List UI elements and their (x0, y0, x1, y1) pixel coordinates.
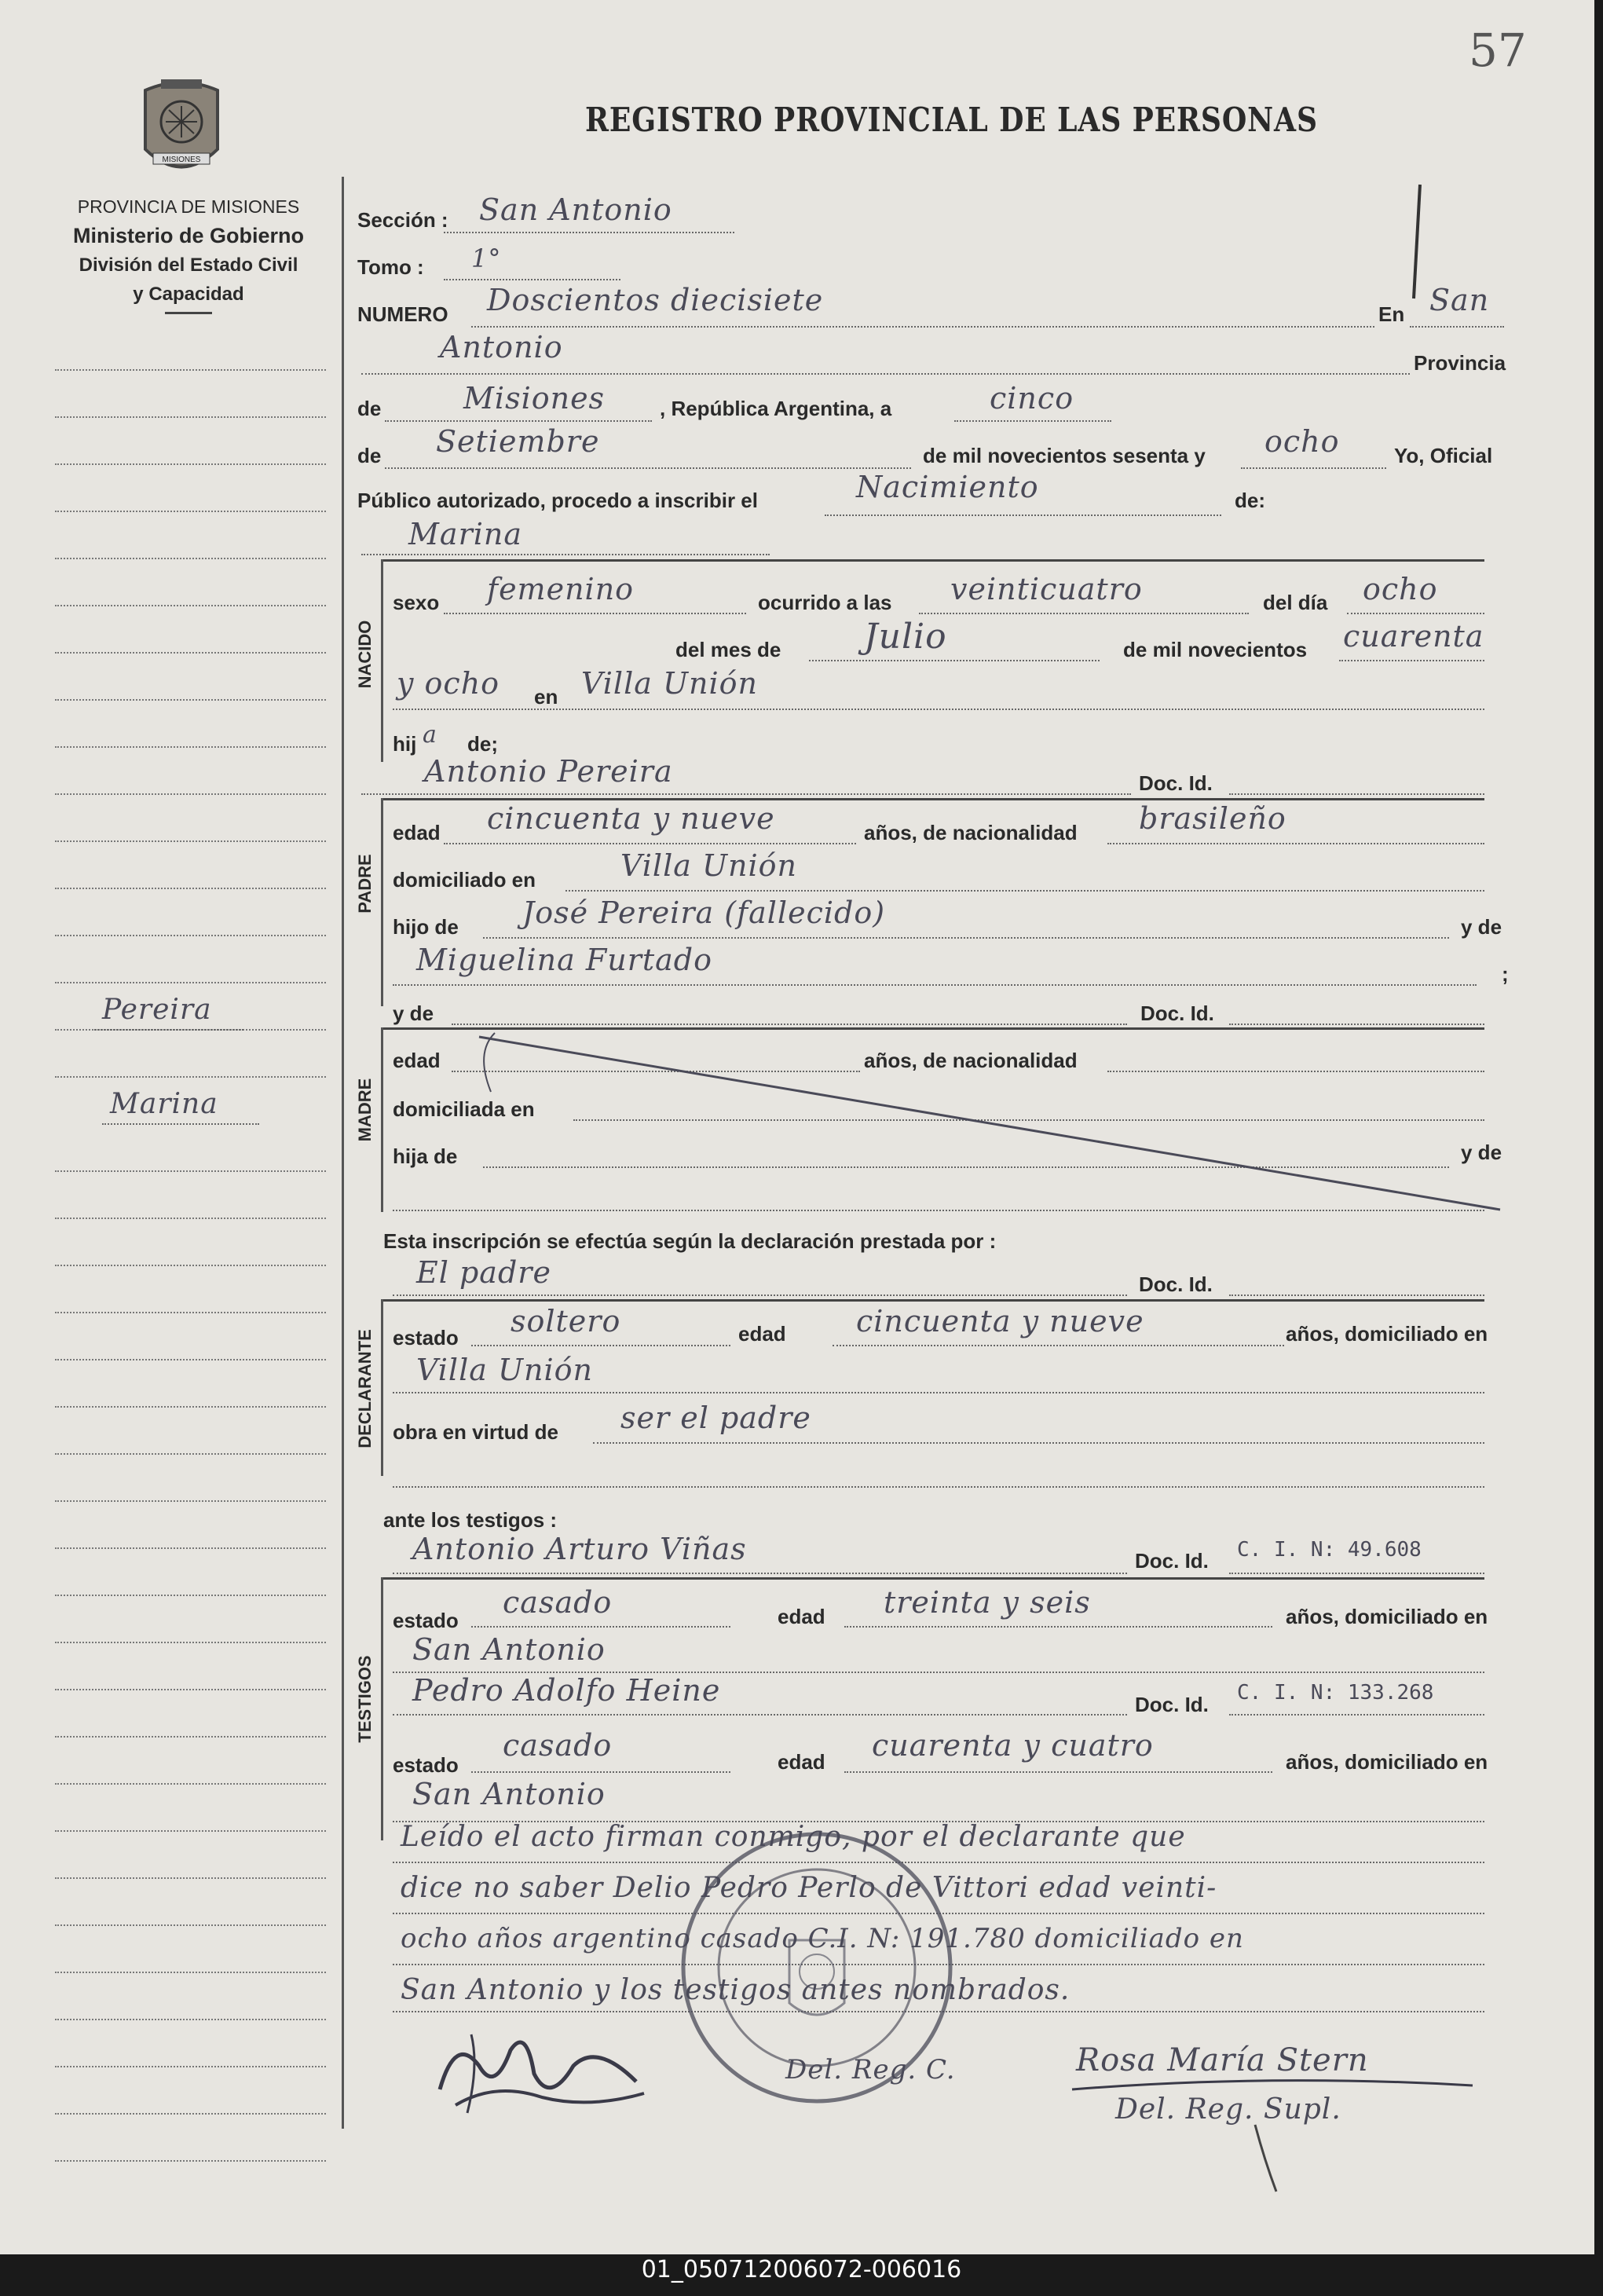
margin-line (55, 2113, 326, 2115)
declarante-blank-line (393, 1486, 1484, 1488)
publico-label: Público autorizado, procedo a inscribir el (357, 489, 758, 512)
margin-line (55, 2160, 326, 2162)
seccion-label: Sección : (357, 208, 448, 232)
margin-line (55, 463, 326, 465)
declarante-edad-line (833, 1345, 1284, 1346)
testigo2-nombre-line (393, 1714, 1127, 1716)
nacido-top-rule (381, 559, 1484, 562)
numero-label: NUMERO (357, 302, 448, 326)
seccion-value: San Antonio (479, 192, 672, 227)
provincia-line (385, 420, 652, 422)
testigo1-nombre: Antonio Arturo Viñas (412, 1532, 747, 1566)
declarante-dom-value: Villa Unión (416, 1353, 593, 1387)
margin-line (55, 605, 326, 606)
page-number: 57 (1469, 24, 1527, 77)
signature-official-title: Del. Reg. Supl. (1115, 2093, 1341, 2126)
ocurrido-label: ocurrido a las (758, 591, 892, 614)
provincia-label: Provincia (1414, 351, 1506, 375)
margin-line (55, 1218, 326, 1219)
dia-value: cinco (990, 381, 1074, 416)
padre-semicolon: ; (1502, 962, 1509, 986)
declarante-top-rule (381, 1299, 1484, 1302)
numero-line (471, 326, 1374, 328)
tomo-value: 1° (471, 244, 502, 273)
testigos-top-rule (381, 1577, 1484, 1580)
margin-line (55, 935, 326, 936)
de2-label: de (357, 444, 382, 467)
en-value: San (1429, 283, 1490, 317)
margin-line (55, 840, 326, 842)
signature-registrar-other: Del. Reg. C. (785, 2054, 956, 2085)
margin-line (55, 1170, 326, 1172)
margin-name-line (102, 1123, 259, 1125)
testigo1-edad-line (844, 1626, 1272, 1628)
mes-value: Julio (864, 617, 947, 657)
testigo1-docid-label: Doc. Id. (1135, 1549, 1209, 1573)
margin-line (55, 699, 326, 701)
madre-dom-label: domiciliada en (393, 1097, 535, 1121)
numero-value: Doscientos diecisiete (487, 283, 824, 317)
lugar-line (393, 709, 1484, 710)
tomo-line (444, 279, 620, 280)
padre-dom-label: domiciliado en (393, 868, 536, 892)
delmes-label: del mes de (675, 638, 781, 661)
margin-line (55, 1689, 326, 1690)
declarante-docid-line (1229, 1294, 1484, 1296)
declarante-estado-line (471, 1345, 730, 1346)
yo-label: Yo, Oficial (1394, 444, 1493, 467)
margin-line (55, 793, 326, 795)
madre-nac-label: años, de nacionalidad (864, 1049, 1078, 1072)
padre-docid-line (1229, 793, 1484, 795)
padre-hijode-line (483, 937, 1449, 939)
scan-reference-id: 01_050712006072-006016 (641, 2256, 962, 2283)
padre-section-label: PADRE (355, 854, 375, 914)
margin-surname: Pereira (102, 994, 212, 1026)
testigo2-edad-value: cuarenta y cuatro (872, 1728, 1154, 1763)
testigo2-docid-line (1229, 1714, 1484, 1716)
agency-division: División del Estado Civil (79, 255, 298, 276)
cierre-line3: ocho años argentino casado C.I. N: 191.780 domiciliado en (401, 1923, 1244, 1954)
demil-label: de mil novecientos (1123, 638, 1308, 661)
margin-line (55, 1453, 326, 1455)
testigo2-estado-label: estado (393, 1753, 459, 1777)
testigos-bracket (381, 1577, 383, 1840)
madre-yde2-label: y de (1461, 1141, 1502, 1164)
margin-line (55, 1265, 326, 1266)
dia-line (1347, 613, 1484, 614)
agency-rule (165, 312, 212, 314)
padre-hijode-label: hijo de (393, 915, 459, 939)
issuing-agency (31, 192, 346, 314)
margin-divider (342, 177, 344, 2129)
margin-line (55, 2019, 326, 2020)
mes-value: Setiembre (436, 424, 600, 459)
hijo-de-label: de; (467, 732, 498, 756)
padre-docid-label: Doc. Id. (1139, 771, 1213, 795)
declarante-docid-label: Doc. Id. (1139, 1273, 1213, 1296)
declarante-section-label: DECLARANTE (355, 1329, 375, 1448)
city-line (361, 373, 1410, 375)
anio-label: de mil novecientos sesenta y (923, 444, 1206, 467)
margin-name: Marina (110, 1088, 218, 1120)
anio-value: ocho (1264, 424, 1340, 459)
madre-edad-label: edad (393, 1049, 441, 1072)
padre-dom-value: Villa Unión (620, 848, 797, 883)
margin-line (55, 746, 326, 748)
margin-line (55, 982, 326, 983)
signature-underline (1068, 2074, 1477, 2097)
padre-dom-line (565, 890, 1484, 892)
anio-cont: y ocho (397, 666, 500, 701)
en-line (1410, 326, 1504, 328)
testigo1-dom-label: años, domiciliado en (1286, 1605, 1488, 1628)
padre-nombre: Antonio Pereira (424, 754, 673, 789)
testigos-intro: ante los testigos : (383, 1508, 558, 1532)
anio-line (1339, 660, 1484, 661)
declarante-dom-label: años, domiciliado en (1286, 1322, 1488, 1346)
de3-label: de: (1235, 489, 1265, 512)
republica-label: , República Argentina, a (660, 397, 892, 420)
deldia-label: del día (1263, 591, 1328, 614)
padre-bracket (381, 798, 383, 1006)
testigo2-estado-value: casado (503, 1728, 613, 1763)
cierre-line1: Leído el acto firman conmigo, por el declarante que (401, 1821, 1186, 1853)
declarante-obra-label: obra en virtud de (393, 1420, 558, 1444)
de-label: de (357, 397, 382, 420)
margin-line (55, 416, 326, 418)
margin-line (55, 2066, 326, 2067)
lugar-value: Villa Unión (581, 666, 758, 701)
margin-line (55, 1076, 326, 1078)
anio-line (1241, 467, 1386, 469)
madre-yde-label: y de (393, 1002, 434, 1025)
margin-line (55, 1500, 326, 1502)
padre-hijode-value: José Pereira (fallecido) (522, 895, 886, 930)
margin-line (55, 1783, 326, 1785)
declarant-signature (424, 2019, 660, 2121)
padre-edad-value: cincuenta y nueve (487, 801, 775, 836)
hora-line (919, 613, 1249, 614)
testigos-section-label: TESTIGOS (355, 1655, 375, 1743)
provincia-value: Misiones (463, 381, 606, 416)
testigo2-edad-label: edad (778, 1750, 825, 1774)
signature-official: Rosa María Stern (1076, 2042, 1369, 2078)
padre-madre-value: Miguelina Furtado (416, 943, 712, 977)
declarante-bracket (381, 1299, 383, 1476)
padre-top-rule (381, 798, 1484, 800)
margin-line (55, 888, 326, 889)
margin-line (55, 1595, 326, 1596)
padre-madre-line (393, 984, 1477, 986)
testigo2-nombre: Pedro Adolfo Heine (412, 1673, 721, 1708)
page-title: REGISTRO PROVINCIAL DE LAS PERSONAS (585, 101, 1318, 139)
cierre-line4: San Antonio y los testigos antes nombrados. (401, 1974, 1070, 2006)
madre-bracket (381, 1027, 383, 1212)
margin-line (55, 558, 326, 559)
testigo1-nombre-line (393, 1573, 1127, 1574)
dia-line (954, 420, 1111, 422)
madre-section-label: MADRE (355, 1078, 375, 1142)
declarante-obra-value: ser el padre (620, 1401, 811, 1435)
testigo2-edad-line (844, 1771, 1272, 1773)
padre-nac-label: años, de nacionalidad (864, 821, 1078, 844)
cierre-line2: dice no saber Delio Pedro Perlo de Vittori edad veinti- (401, 1872, 1217, 1904)
hijo-label: hij (393, 732, 417, 756)
svg-text:MISIONES: MISIONES (162, 156, 201, 164)
margin-line (55, 1972, 326, 1973)
madre-cancel-stroke (471, 1021, 1508, 1218)
madre-hija-label: hija de (393, 1144, 458, 1168)
acto-value: Nacimiento (856, 470, 1039, 504)
padre-edad-line (444, 843, 856, 844)
mes-line (809, 660, 1100, 661)
en-label: en (534, 685, 558, 709)
testigo1-dom-value: San Antonio (412, 1632, 606, 1667)
sexo-value: femenino (487, 572, 635, 606)
padre-edad-label: edad (393, 821, 441, 844)
testigo2-docid-value: C. I. N: 133.268 (1237, 1681, 1434, 1705)
testigo1-estado-label: estado (393, 1609, 459, 1632)
margin-line (55, 1406, 326, 1408)
en-label: En (1378, 302, 1405, 326)
declarante-estado-value: soltero (511, 1304, 621, 1338)
margin-line (55, 511, 326, 512)
agency-capacity: y Capacidad (133, 284, 244, 305)
testigo2-dom-label: años, domiciliado en (1286, 1750, 1488, 1774)
margin-line (55, 1359, 326, 1360)
declarante-obra-line (593, 1442, 1484, 1444)
declarante-nombre: El padre (416, 1255, 551, 1290)
nombre-value: Marina (408, 517, 523, 551)
margin-line (55, 1642, 326, 1643)
margin-line (55, 369, 326, 371)
margin-line (55, 1830, 326, 1832)
mes-line (385, 467, 911, 469)
margin-tick-mark (1249, 2121, 1280, 2199)
hora-value: veinticuatro (950, 572, 1143, 606)
margin-line (55, 1312, 326, 1313)
testigo2-docid-label: Doc. Id. (1135, 1693, 1209, 1716)
margin-line (55, 1877, 326, 1879)
margin-line (55, 652, 326, 654)
provincial-seal-icon (137, 75, 225, 185)
testigo2-dom-value: San Antonio (412, 1777, 606, 1811)
tomo-label: Tomo : (357, 255, 424, 279)
agency-province: PROVINCIA DE MISIONES (77, 196, 300, 217)
testigo1-docid-value: C. I. N: 49.608 (1237, 1538, 1422, 1562)
anio-value: cuarenta (1343, 619, 1484, 654)
margin-line (55, 1547, 326, 1549)
padre-nac-value: brasileño (1139, 801, 1286, 836)
nacido-bracket (381, 559, 383, 762)
margin-surname-line (94, 1029, 243, 1031)
testigo1-edad-label: edad (778, 1605, 825, 1628)
hijo-suffix: a (423, 721, 437, 749)
sexo-line (444, 613, 746, 614)
margin-line (55, 1736, 326, 1738)
pen-mark (1398, 181, 1429, 306)
margin-line (55, 1924, 326, 1926)
dia-value: ocho (1363, 572, 1438, 606)
testigo1-docid-line (1229, 1573, 1484, 1574)
city-cont: Antonio (440, 330, 563, 364)
nombre-line (361, 554, 770, 555)
seccion-line (444, 232, 734, 233)
sexo-label: sexo (393, 591, 440, 614)
declarante-edad-label: edad (738, 1322, 786, 1346)
declarante-nombre-line (393, 1294, 1127, 1296)
declarante-dom-line (393, 1392, 1484, 1393)
acto-line (825, 514, 1221, 516)
padre-yde-label: y de (1461, 915, 1502, 939)
testigo1-estado-value: casado (503, 1585, 613, 1620)
testigo1-edad-value: treinta y seis (884, 1585, 1091, 1620)
padre-nombre-line (361, 793, 1131, 795)
nacido-section-label: NACIDO (355, 620, 375, 689)
testigo1-estado-line (471, 1626, 730, 1628)
declarante-estado-label: estado (393, 1326, 459, 1349)
madre-docid-label: Doc. Id. (1140, 1002, 1214, 1025)
agency-ministry: Ministerio de Gobierno (72, 224, 305, 247)
padre-nac-line (1107, 843, 1484, 844)
declarante-edad-value: cincuenta y nueve (856, 1304, 1144, 1338)
declarante-intro: Esta inscripción se efectúa según la declaración prestada por : (383, 1229, 997, 1253)
testigo2-estado-line (471, 1771, 730, 1773)
